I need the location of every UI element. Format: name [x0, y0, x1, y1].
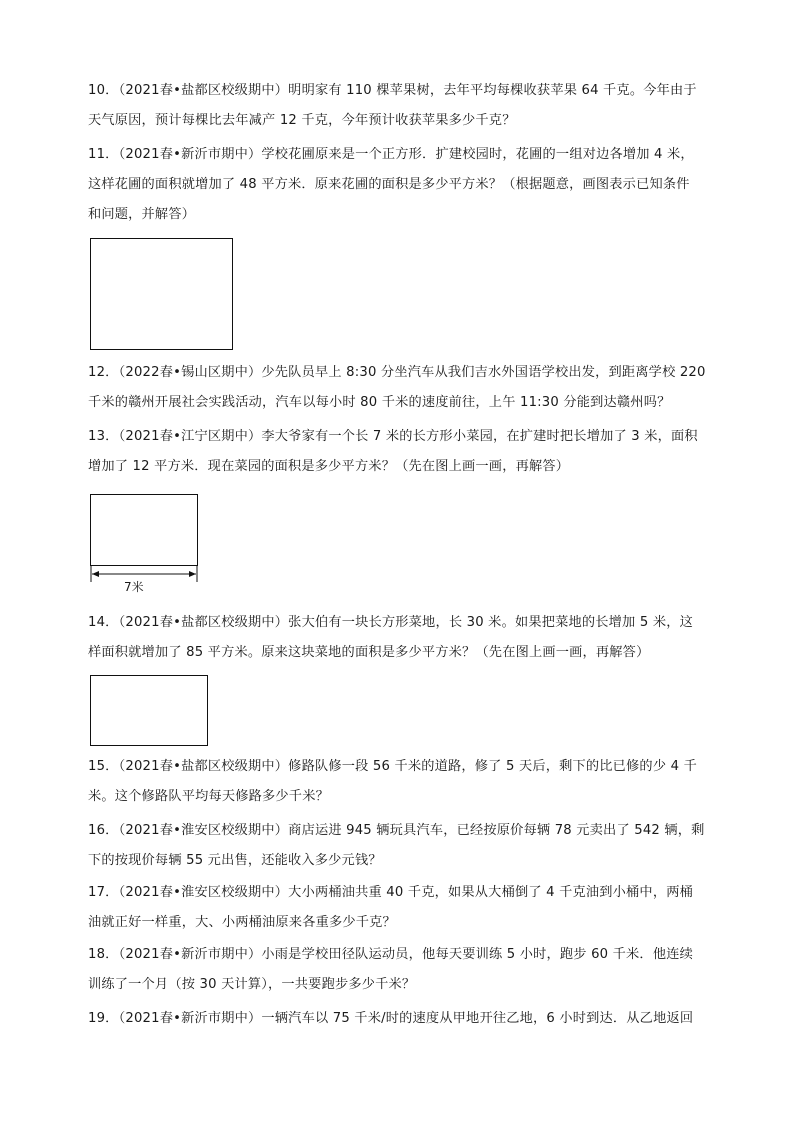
- question-13-line-1: 13．（2021春•江宁区期中）李大爷家有一个长 7 米的长方形小菜园，在扩建时把长增加了 3 米，面积: [88, 429, 698, 444]
- question-16-line-1: 16．（2021春•淮安区校级期中）商店运进 945 辆玩具汽车，已经按原价每辆 78 元卖出了 542 辆，剩: [88, 823, 705, 838]
- question-19-line-1: 19．（2021春•新沂市期中）一辆汽车以 75 千米/时的速度从甲地开往乙地，6 小时到达．从乙地返回: [88, 1011, 694, 1026]
- q13-length-label: 7米: [124, 580, 144, 594]
- question-11-line-1: 11．（2021春•新沂市期中）学校花圃原来是一个正方形．扩建校园时，花圃的一组对边各增加 4 米，: [88, 147, 694, 162]
- q13-rectangle-figure: [90, 494, 198, 566]
- question-12-line-2: 千米的赣州开展社会实践活动，汽车以每小时 80 千米的速度前往，上午 11:30 分能到达赣州吗？: [88, 395, 671, 410]
- question-14: [88, 608, 708, 668]
- question-14-line-2: 样面积就增加了 85 平方米。原来这块菜地的面积是多少平方米？（先在图上画一画，再解答）: [88, 645, 650, 660]
- question-12: [88, 358, 708, 418]
- question-17-line-1: 17．（2021春•淮安区校级期中）大小两桶油共重 40 千克，如果从大桶倒了 4 千克油到小桶中，两桶: [88, 885, 693, 900]
- question-18: [88, 940, 708, 1000]
- question-10-line-2: 天气原因，预计每棵比去年减产 12 千克，今年预计收获苹果多少千克？: [88, 113, 516, 128]
- question-14-line-1: 14．（2021春•盐都区校级期中）张大伯有一块长方形菜地，长 30 米。如果把菜地的长增加 5 米，这: [88, 615, 693, 630]
- question-10: [88, 76, 708, 136]
- q13-length-dimension: [90, 566, 200, 584]
- question-10-line-1: 10．（2021春•盐都区校级期中）明明家有 110 棵苹果树，去年平均每棵收获苹果 64 千克。今年由于: [88, 83, 697, 98]
- question-15: [88, 752, 708, 812]
- question-13-line-2: 增加了 12 平方米．现在菜园的面积是多少平方米？（先在图上画一画，再解答）: [88, 459, 570, 474]
- question-11-line-2: 这样花圃的面积就增加了 48 平方米．原来花圃的面积是多少平方米？（根据题意，画图表示已知条件: [88, 177, 690, 192]
- question-12-line-1: 12．（2022春•锡山区期中）少先队员早上 8:30 分坐汽车从我们吉水外国语学校出发，到距离学校 220: [88, 365, 706, 380]
- q11-square-figure: [90, 238, 233, 350]
- q14-rectangle-figure: [90, 675, 208, 746]
- question-13: [88, 422, 708, 482]
- question-19: [88, 1004, 708, 1034]
- question-17-line-2: 油就正好一样重，大、小两桶油原来各重多少千克？: [88, 915, 396, 930]
- question-18-line-2: 训练了一个月（按 30 天计算），一共要跑步多少千米？: [88, 977, 416, 992]
- question-15-line-1: 15．（2021春•盐都区校级期中）修路队修一段 56 千米的道路，修了 5 天后，剩下的比已修的少 4 千: [88, 759, 697, 774]
- question-11-line-3: 和问题，并解答）: [88, 207, 196, 222]
- question-16-line-2: 下的按现价每辆 55 元出售，还能收入多少元钱？: [88, 853, 382, 868]
- question-16: [88, 816, 708, 876]
- question-15-line-2: 米。这个修路队平均每天修路多少千米？: [88, 789, 329, 804]
- question-17: [88, 878, 708, 938]
- question-11: [88, 140, 708, 230]
- question-18-line-1: 18．（2021春•新沂市期中）小雨是学校田径队运动员，他每天要训练 5 小时，跑步 60 千米．他连续: [88, 947, 693, 962]
